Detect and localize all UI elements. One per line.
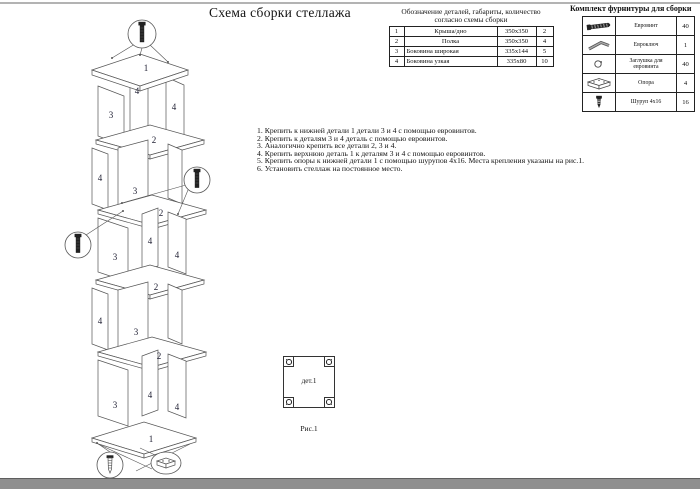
assembly-step: 3. Аналогично крепить все детали 2, 3 и 4. bbox=[257, 141, 397, 151]
table-row bbox=[583, 55, 695, 74]
part-name: Полка bbox=[404, 37, 497, 47]
part-label: 2 bbox=[158, 208, 164, 218]
part-size: 350х350 bbox=[497, 27, 536, 37]
hardware-table bbox=[582, 16, 695, 112]
part-label: 4 bbox=[147, 390, 153, 400]
part-label: 1 bbox=[143, 63, 149, 73]
support-mount-mark bbox=[283, 356, 294, 367]
table-row bbox=[389, 37, 553, 47]
part-qty: 4 bbox=[536, 37, 553, 47]
euro-screw-icon bbox=[586, 19, 612, 33]
part-qty: 5 bbox=[536, 47, 553, 57]
part-number: 3 bbox=[389, 47, 404, 57]
assembly-step: 6. Установить стеллаж на постоянное место. bbox=[257, 163, 403, 173]
parts-table-block bbox=[381, 8, 561, 67]
part-size: 335х80 bbox=[497, 57, 536, 67]
hardware-name: Евроключ bbox=[616, 36, 677, 55]
part-number: 2 bbox=[389, 37, 404, 47]
table-row bbox=[583, 93, 695, 112]
shelving-assembly-drawing bbox=[40, 14, 240, 484]
part-size: 350х350 bbox=[497, 37, 536, 47]
hex-key-icon bbox=[586, 38, 612, 52]
assembly-step: 5. Крепить опоры к нижней детали 1 с помощью шурупов 4х16. Места крепления указаны на рис.1. bbox=[257, 156, 585, 166]
assembly-step: 2. Крепить к деталям 3 и 4 деталь с помощью евровинтов. bbox=[257, 133, 448, 143]
assembly-step: 1. Крепить к нижней детали 1 детали 3 и 4 с помощью евровинтов. bbox=[257, 126, 477, 135]
hardware-qty: 40 bbox=[677, 55, 695, 74]
table-row bbox=[389, 57, 553, 67]
part-number: 1 bbox=[389, 27, 404, 37]
bottom-panel-plan-view bbox=[283, 356, 335, 408]
assembly-step: 4. Крепить верхнюю деталь 1 к деталям 3 и 4 с помощью евровинтов. bbox=[257, 148, 486, 158]
support-mount-mark bbox=[283, 397, 294, 408]
page-bottom-bar bbox=[0, 478, 700, 489]
part-name: Боковина широкая bbox=[404, 47, 497, 57]
support-mount-mark bbox=[324, 356, 335, 367]
support-mount-mark bbox=[324, 397, 335, 408]
page-title: Схема сборки стеллажа bbox=[209, 5, 351, 20]
part-label: 2 bbox=[153, 282, 159, 292]
part-label: 3 bbox=[112, 400, 118, 410]
hardware-kit-title: Комплект фурнитуры для сборки bbox=[570, 4, 692, 13]
hardware-name: Заглушка для евровинта bbox=[616, 55, 677, 74]
hardware-qty: 1 bbox=[677, 36, 695, 55]
hardware-name: Шуруп 4х16 bbox=[616, 93, 677, 112]
part-label: 4 bbox=[134, 86, 140, 96]
hardware-kit-block bbox=[570, 4, 700, 112]
part-label: 2 bbox=[151, 135, 157, 145]
assembly-steps bbox=[257, 127, 657, 173]
hardware-qty: 40 bbox=[677, 17, 695, 36]
part-label: 4 bbox=[174, 250, 180, 260]
part-label: 4 bbox=[147, 236, 153, 246]
cap-icon bbox=[586, 57, 612, 71]
part-number: 4 bbox=[389, 57, 404, 67]
hardware-qty: 4 bbox=[677, 74, 695, 93]
hardware-name: Евровинт bbox=[616, 17, 677, 36]
part-label: 3 bbox=[132, 186, 138, 196]
part-qty: 2 bbox=[536, 27, 553, 37]
part-label: 1 bbox=[148, 434, 154, 444]
part-size: 335х144 bbox=[497, 47, 536, 57]
table-row bbox=[389, 47, 553, 57]
table-row bbox=[583, 36, 695, 55]
hardware-name: Опора bbox=[616, 74, 677, 93]
part-label: 4 bbox=[97, 173, 103, 183]
part-label: 3 bbox=[108, 110, 114, 120]
part-qty: 10 bbox=[536, 57, 553, 67]
parts-table bbox=[389, 26, 554, 67]
part-label: 4 bbox=[174, 402, 180, 412]
part-label: 3 bbox=[133, 327, 139, 337]
part-label: 4 bbox=[97, 316, 103, 326]
table-row bbox=[583, 74, 695, 93]
part-label: 4 bbox=[171, 102, 177, 112]
table-row bbox=[389, 27, 553, 37]
screw-icon bbox=[586, 95, 612, 109]
figure-caption: Рис.1 bbox=[300, 424, 318, 433]
parts-table-caption: Обозначение деталей, габариты, количество согласно схемы сборки bbox=[401, 7, 541, 24]
figure-part-label: дет.1 bbox=[301, 377, 317, 385]
part-label: 2 bbox=[156, 351, 162, 361]
part-name: Боковина узкая bbox=[404, 57, 497, 67]
table-row bbox=[583, 17, 695, 36]
hardware-qty: 16 bbox=[677, 93, 695, 112]
part-label: 3 bbox=[112, 252, 118, 262]
figure-1 bbox=[283, 356, 343, 433]
part-name: Крыша/дно bbox=[404, 27, 497, 37]
support-foot-icon bbox=[586, 76, 612, 90]
